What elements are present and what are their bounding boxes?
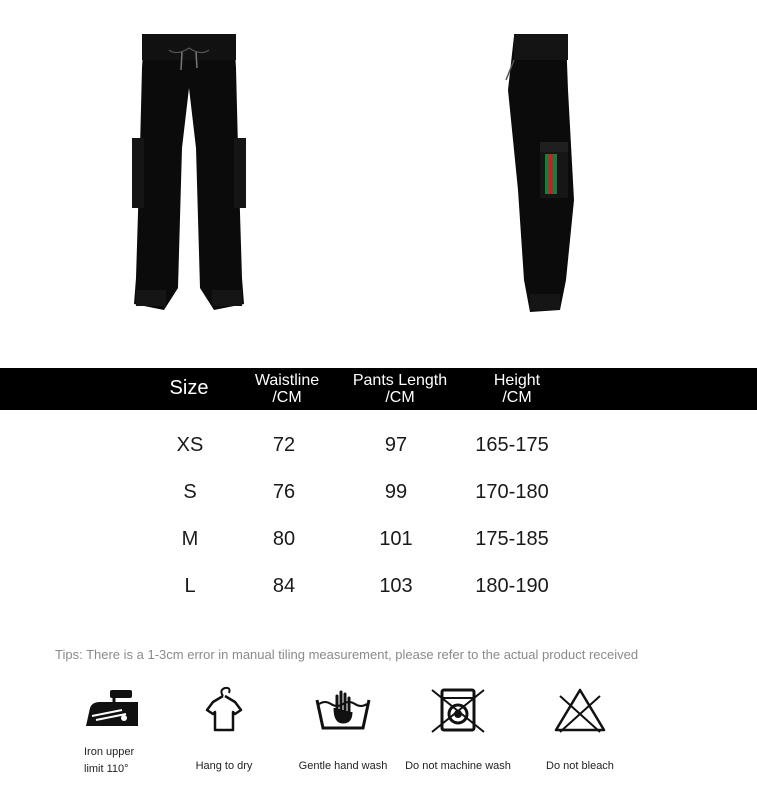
header-pants-length-unit: /CM <box>385 389 415 406</box>
care-item-iron <box>52 680 172 780</box>
iron-icon <box>82 686 142 736</box>
care-label-hang-dry: Hang to dry <box>195 760 253 772</box>
care-item-hand-wash <box>283 680 403 772</box>
size-table-header <box>0 368 757 410</box>
care-item-no-bleach <box>520 680 640 772</box>
cell-height: 175-185 <box>475 528 549 550</box>
cell-size: M <box>181 528 199 550</box>
cell-waistline: 80 <box>272 528 296 550</box>
measurement-tips: Tips: There is a 1-3cm error in manual tiling measurement, please refer to the actual product received <box>55 647 639 662</box>
header-height <box>472 372 562 406</box>
care-label-no-machine-wash: Do not machine wash <box>405 760 511 772</box>
cell-waistline: 76 <box>272 481 296 503</box>
cell-pants-length: 101 <box>379 528 413 550</box>
no-bleach-icon <box>550 686 610 736</box>
header-pants-length <box>340 372 460 406</box>
header-height-unit: /CM <box>502 389 532 406</box>
cell-height: 180-190 <box>475 575 549 597</box>
header-pants-length-label: Pants Length <box>352 372 448 389</box>
pants-side-image <box>494 30 580 320</box>
cell-pants-length: 97 <box>384 434 408 456</box>
care-label-no-bleach: Do not bleach <box>546 760 614 772</box>
care-label-iron <box>52 746 172 780</box>
cell-waistline: 84 <box>272 575 296 597</box>
header-waistline-label: Waistline <box>254 372 320 389</box>
cell-pants-length: 103 <box>379 575 413 597</box>
care-item-no-machine-wash <box>398 680 518 772</box>
care-label-iron-line2: limit 110° <box>84 763 129 775</box>
cell-size: XS <box>176 434 204 456</box>
table-row <box>0 434 757 464</box>
hanger-shirt-icon <box>199 686 249 736</box>
table-row <box>0 481 757 511</box>
header-waistline-unit: /CM <box>272 389 302 406</box>
care-label-hand-wash: Gentle hand wash <box>298 760 388 772</box>
cell-waistline: 72 <box>272 434 296 456</box>
table-row <box>0 528 757 558</box>
cell-height: 170-180 <box>475 481 549 503</box>
table-row <box>0 575 757 605</box>
header-height-label: Height <box>493 372 541 389</box>
care-item-hang-dry <box>164 680 284 772</box>
product-images <box>0 0 757 368</box>
cell-height: 165-175 <box>475 434 549 456</box>
header-waistline <box>245 372 329 406</box>
no-machine-wash-icon <box>428 686 488 736</box>
cell-size: S <box>183 481 197 503</box>
header-size: Size <box>169 377 209 399</box>
pants-front-image <box>126 28 252 318</box>
cell-size: L <box>184 575 196 597</box>
cell-pants-length: 99 <box>384 481 408 503</box>
care-label-iron-line1: Iron upper <box>84 746 135 758</box>
hand-wash-icon <box>313 686 373 736</box>
